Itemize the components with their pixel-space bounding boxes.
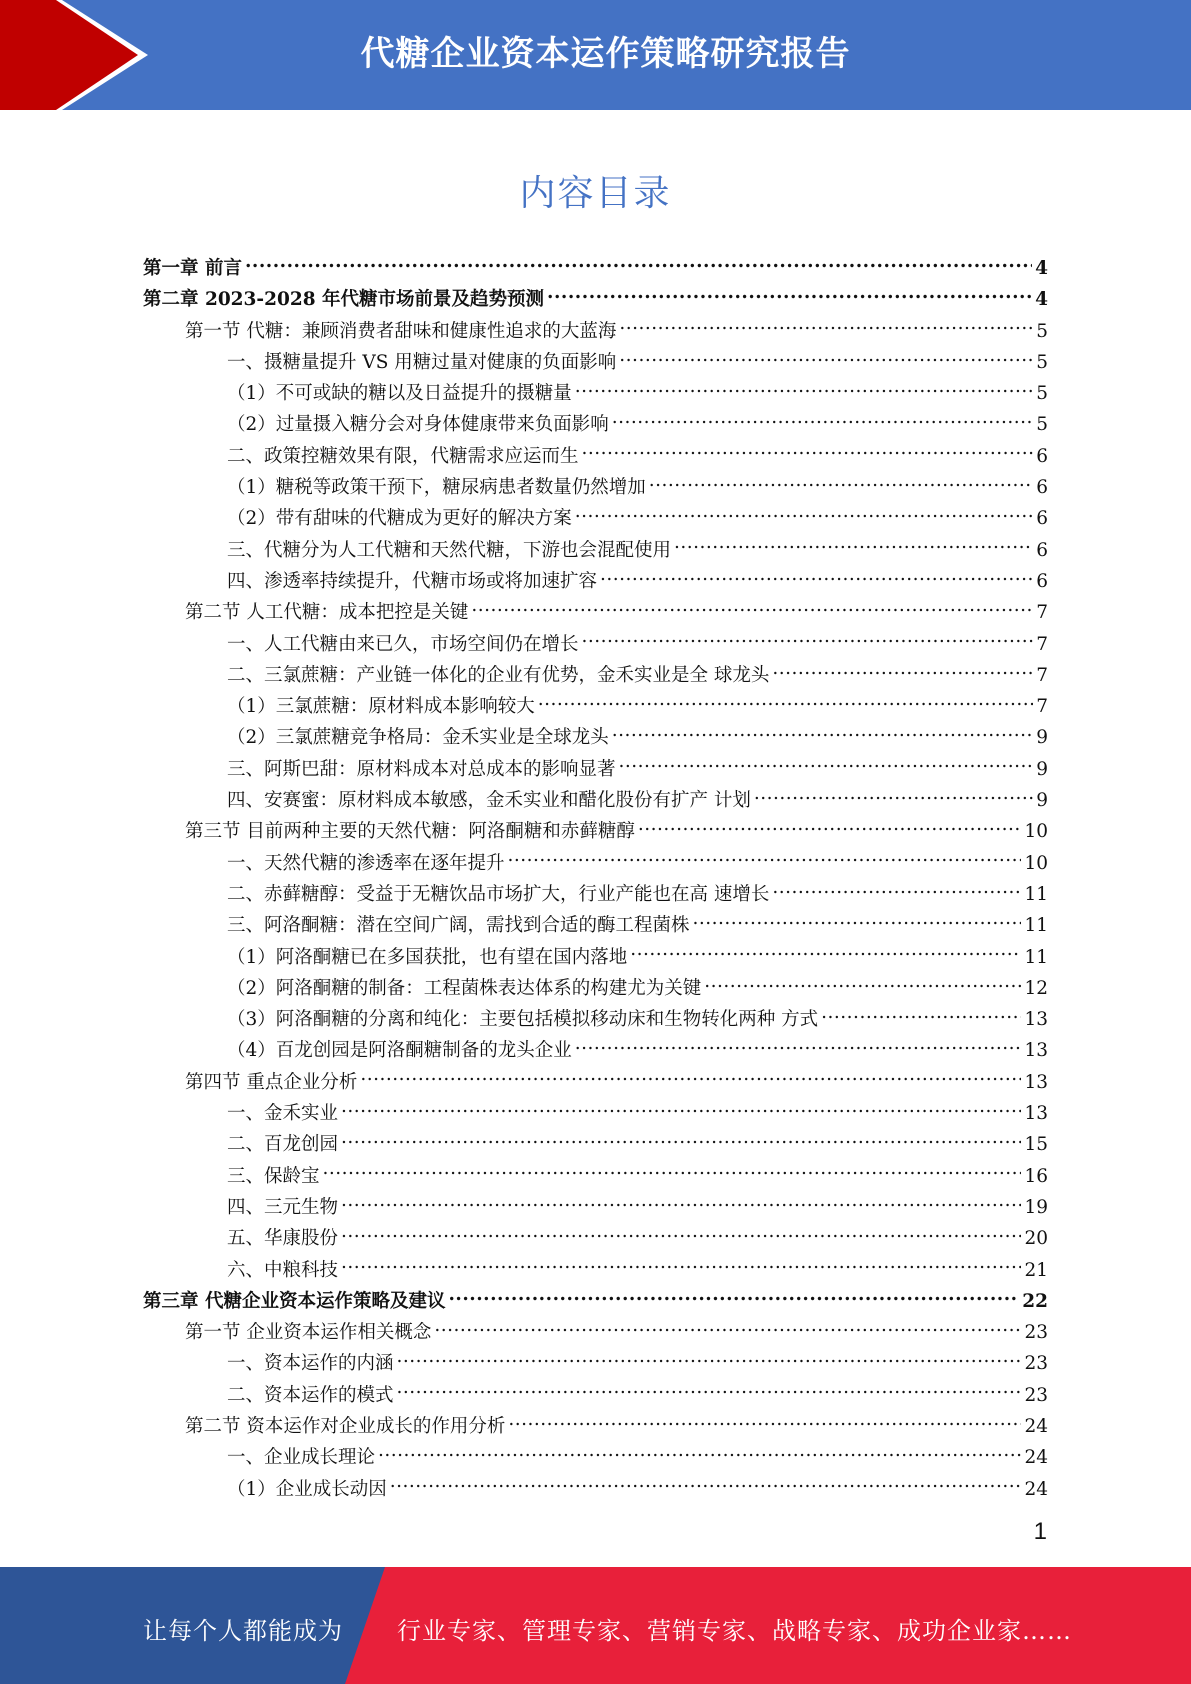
toc-entry-title: 二、百龙创园 [227,1134,339,1156]
toc-dot-leader [582,443,1034,462]
toc-entry-page: 6 [1036,570,1048,592]
toc-dot-leader [547,287,1032,306]
toc-dot-leader [397,1382,1022,1401]
toc-dot-leader [341,1101,1021,1120]
toc-dot-leader [448,1288,1019,1307]
toc-entry-title: 第二节 资本运作对企业成长的作用分析 [185,1415,506,1437]
toc-entry[interactable] [143,1098,1048,1129]
toc-entry[interactable] [143,910,1048,941]
toc-entry-title: 二、政策控糖效果有限，代糖需求应运而生 [227,445,579,467]
toc-entry[interactable] [143,284,1048,315]
toc-dot-leader [674,537,1033,556]
toc-entry-page: 6 [1036,445,1048,467]
toc-dot-leader [341,1257,1021,1276]
toc-entry-title: 四、渗透率持续提升，代糖市场或将加速扩容 [227,570,598,592]
toc-entry[interactable] [143,1004,1048,1035]
toc-entry[interactable] [143,316,1048,347]
toc-entry-page: 11 [1024,883,1048,905]
toc-dot-leader [619,318,1033,337]
toc-dot-leader [390,1476,1022,1495]
toc-dot-leader [341,1194,1021,1213]
report-header-band [0,0,1191,110]
toc-entry-page: 13 [1024,1103,1048,1125]
toc-entry-title: 六、中粮科技 [227,1259,339,1281]
footer-band [0,1567,1191,1684]
toc-entry-page: 5 [1036,383,1048,405]
toc-entry-page: 6 [1036,477,1048,499]
toc-entry[interactable] [143,754,1048,785]
toc-dot-leader [582,631,1034,650]
toc-entry-page: 12 [1024,977,1048,999]
toc-dot-leader [575,381,1033,400]
toc-dot-leader [575,1038,1022,1057]
toc-entry[interactable] [143,503,1048,534]
page-number: 1 [1033,1518,1047,1545]
toc-dot-leader [638,819,1022,838]
toc-entry-page: 19 [1024,1196,1048,1218]
toc-entry-page: 20 [1024,1228,1048,1250]
toc-dot-leader [575,506,1033,525]
toc-entry-page: 23 [1024,1384,1048,1406]
toc-entry-title: （4）百龙创园是阿洛酮糖制备的龙头企业 [227,1040,572,1062]
toc-entry-title: （2）带有甜味的代糖成为更好的解决方案 [227,508,572,530]
footer-slogan-right: 行业专家、管理专家、营销专家、战略专家、成功企业家…… [397,1617,1072,1645]
toc-entry-title: 三、代糖分为人工代糖和天然代糖，下游也会混配使用 [227,539,672,561]
toc-entry[interactable] [143,1348,1048,1379]
toc-entry-page: 13 [1024,1040,1048,1062]
toc-entry-title: 五、华康股份 [227,1228,339,1250]
toc-dot-leader [649,475,1033,494]
toc-entry[interactable] [143,973,1048,1004]
toc-entry-page: 4 [1035,289,1048,311]
toc-entry[interactable] [143,660,1048,691]
toc-dot-leader [772,662,1033,681]
toc-entry[interactable] [143,785,1048,816]
toc-entry[interactable] [143,1255,1048,1286]
toc-entry[interactable] [143,1067,1048,1098]
toc-entry-title: 第三章 代糖企业资本运作策略及建议 [143,1290,446,1312]
toc-entry-page: 4 [1035,258,1048,279]
toc-dot-leader [612,725,1033,744]
toc-entry-page: 15 [1024,1134,1048,1156]
toc-entry-title: 三、阿斯巴甜：原材料成本对总成本的影响显著 [227,758,616,780]
toc-entry[interactable] [143,1223,1048,1254]
toc-entry-page: 7 [1036,664,1048,686]
toc-dot-leader [397,1351,1022,1370]
toc-entry-title: 第三节 目前两种主要的天然代糖：阿洛酮糖和赤藓糖醇 [185,821,635,843]
toc-entry[interactable] [143,441,1048,472]
toc-dot-leader [434,1320,1021,1339]
toc-entry-title: 第一章 前言 [143,258,242,279]
toc-entry-title: （1）三氯蔗糖：原材料成本影响较大 [227,696,535,718]
toc-entry-page: 9 [1036,790,1048,812]
toc-entry-title: （3）阿洛酮糖的分离和纯化：主要包括模拟移动床和生物转化两种 方式 [227,1009,819,1031]
toc-dot-leader [508,850,1022,869]
toc-entry[interactable] [143,409,1048,440]
toc-dot-leader [619,349,1033,368]
toc-entry-title: 四、三元生物 [227,1196,339,1218]
toc-dot-leader [323,1163,1022,1182]
toc-entry-page: 5 [1036,351,1048,373]
toc-entry-title: 二、赤藓糖醇：受益于无糖饮品市场扩大，行业产能也在高 速增长 [227,883,770,905]
toc-entry[interactable] [143,1286,1048,1317]
toc-entry-page: 5 [1036,414,1048,436]
toc-entry-page: 9 [1036,758,1048,780]
toc-dot-leader [538,694,1033,713]
footer-slogan-left: 让每个人都能成为 [143,1617,343,1645]
toc-entry[interactable] [143,1317,1048,1348]
toc-dot-leader [619,756,1034,775]
toc-entry-page: 10 [1024,852,1048,874]
toc-entry[interactable] [143,629,1048,660]
toc-entry-page: 16 [1024,1165,1048,1187]
toc-entry-title: 四、安赛蜜：原材料成本敏感，金禾实业和醋化股份有扩产 计划 [227,790,751,812]
toc-entry-title: （1）企业成长动因 [227,1478,387,1500]
toc-entry-page: 22 [1022,1290,1048,1312]
toc-entry[interactable] [143,1411,1048,1442]
toc-entry-title: 第二章 2023-2028 年代糖市场前景及趋势预测 [143,289,545,311]
toc-entry-page: 23 [1024,1322,1048,1344]
toc-entry-title: 一、人工代糖由来已久，市场空间仍在增长 [227,633,579,655]
toc-entry-title: （2）三氯蔗糖竞争格局：金禾实业是全球龙头 [227,727,609,749]
toc-entry-title: 三、保龄宝 [227,1165,320,1187]
toc-entry-title: 一、金禾实业 [227,1103,339,1125]
toc-entry-title: 第一节 代糖：兼顾消费者甜味和健康性追求的大蓝海 [185,320,617,342]
toc-dot-leader [600,568,1033,587]
toc-entry-page: 5 [1036,320,1048,342]
toc-entry[interactable] [143,253,1048,284]
toc-entry-title: 三、阿洛酮糖：潜在空间广阔，需找到合适的酶工程菌株 [227,915,690,937]
toc-entry-page: 21 [1024,1259,1048,1281]
toc-entry[interactable] [143,566,1048,597]
toc-entry-title: 一、天然代糖的渗透率在逐年提升 [227,852,505,874]
toc-entry-title: 第二节 人工代糖：成本把控是关键 [185,602,469,624]
toc-dot-leader [360,1069,1021,1088]
toc-entry-title: 第一节 企业资本运作相关概念 [185,1322,432,1344]
toc-entry-page: 7 [1036,696,1048,718]
toc-entry[interactable] [143,691,1048,722]
toc-entry-page: 13 [1024,1071,1048,1093]
toc-entry-page: 6 [1036,539,1048,561]
toc-entry[interactable] [143,848,1048,879]
toc-entry-page: 24 [1024,1478,1048,1500]
toc-dot-leader [341,1132,1021,1151]
toc-entry[interactable] [143,722,1048,753]
toc-entry[interactable] [143,816,1048,847]
toc-entry[interactable] [143,1474,1048,1505]
toc-entry-title: （1）阿洛酮糖已在多国获批，也有望在国内落地 [227,946,628,968]
toc-entry-page: 24 [1024,1447,1048,1469]
toc-entry[interactable] [143,1129,1048,1160]
toc-entry-page: 6 [1036,508,1048,530]
toc-entry-title: （1）糖税等政策干预下，糖尿病患者数量仍然增加 [227,477,646,499]
toc-entry[interactable] [143,942,1048,973]
toc-entry-page: 7 [1036,633,1048,655]
toc-entry-title: 第四节 重点企业分析 [185,1071,358,1093]
toc-dot-leader [704,975,1021,994]
toc-entry[interactable] [143,1380,1048,1411]
toc-entry[interactable] [143,535,1048,566]
toc-dot-leader [821,1007,1021,1026]
toc-entry[interactable] [143,347,1048,378]
toc-entry[interactable] [143,1442,1048,1473]
toc-entry-page: 24 [1024,1415,1048,1437]
toc-entry[interactable] [143,1192,1048,1223]
toc-entry[interactable] [143,879,1048,910]
toc-entry-page: 23 [1024,1353,1048,1375]
toc-entry-title: （1）不可或缺的糖以及日益提升的摄糖量 [227,383,572,405]
toc-entry-page: 11 [1024,946,1048,968]
toc-entry-page: 10 [1024,821,1048,843]
toc-dot-leader [693,913,1022,932]
toc-dot-leader [612,412,1033,431]
toc-dot-leader [471,600,1033,619]
table-of-contents [143,253,1048,1505]
toc-dot-leader [378,1445,1021,1464]
toc-entry-page: 7 [1036,602,1048,624]
toc-entry[interactable] [143,472,1048,503]
toc-dot-leader [630,944,1021,963]
toc-heading: 内容目录 [519,173,672,214]
toc-dot-leader [508,1413,1021,1432]
toc-entry-page: 13 [1024,1009,1048,1031]
toc-entry-title: 二、资本运作的模式 [227,1384,394,1406]
toc-entry-title: （2）过量摄入糖分会对身体健康带来负面影响 [227,414,609,436]
toc-dot-leader [245,256,1032,275]
toc-entry-title: 一、摄糖量提升 VS 用糖过量对健康的负面影响 [227,351,617,373]
toc-entry-title: 一、企业成长理论 [227,1447,376,1469]
toc-entry[interactable] [143,1035,1048,1066]
toc-entry-title: 一、资本运作的内涵 [227,1353,394,1375]
toc-entry-title: （2）阿洛酮糖的制备：工程菌株表达体系的构建尤为关键 [227,977,702,999]
toc-dot-leader [341,1226,1021,1245]
toc-dot-leader [772,881,1021,900]
toc-entry[interactable] [143,1161,1048,1192]
toc-entry-title: 二、三氯蔗糖：产业链一体化的企业有优势，金禾实业是全 球龙头 [227,664,770,686]
toc-entry-page: 11 [1024,915,1048,937]
toc-entry-page: 9 [1036,727,1048,749]
toc-dot-leader [754,788,1033,807]
toc-entry[interactable] [143,378,1048,409]
toc-entry[interactable] [143,597,1048,628]
report-title: 代糖企业资本运作策略研究报告 [360,34,851,74]
